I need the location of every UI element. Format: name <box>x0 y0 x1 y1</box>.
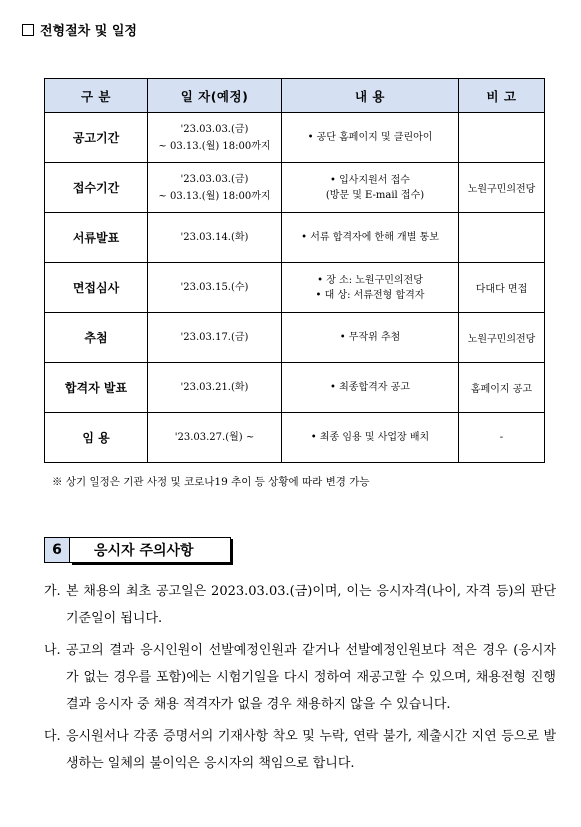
date-line: ~ 03.13.(월) 18:00까지 <box>158 190 271 202</box>
notice-item <box>44 637 556 718</box>
notices-list <box>44 578 556 782</box>
schedule-table <box>44 78 545 463</box>
row-category: 접수기간 <box>45 163 148 213</box>
notice-item <box>44 723 556 777</box>
date-line: '23.03.03.(금) <box>180 123 249 135</box>
notice-marker: 나. <box>44 643 61 658</box>
content-bullet: • 최종합격자 공고 <box>282 380 458 395</box>
section-number: 6 <box>44 537 70 563</box>
row-date <box>148 163 282 213</box>
content-bullet: • 서류 합격자에 한해 개별 통보 <box>282 230 458 245</box>
row-content <box>282 163 459 213</box>
row-note: 노원구민의전당 <box>459 313 545 363</box>
row-content <box>282 363 459 413</box>
checkbox-icon <box>22 24 34 36</box>
notice-text: 공고의 결과 응시인원이 선발예정인원과 같거나 선발예정인원보다 적은 경우 (응시자가 없는 경우를 포함)에는 시험기일을 다시 정하여 재공고할 수 있으며, 채용전형 진행 결과 응시자 중 채용 적격자가 없을 경우 채용하지 않을 수 있습니다. <box>66 643 556 712</box>
date-line: '23.03.14.(화) <box>180 232 249 243</box>
row-content <box>282 313 459 363</box>
table-row <box>45 163 545 213</box>
row-note: - <box>459 413 545 463</box>
date-line: '23.03.27.(월) ~ <box>174 432 255 443</box>
table-row <box>45 113 545 163</box>
row-content <box>282 263 459 313</box>
row-category: 임 용 <box>45 413 148 463</box>
table-row <box>45 263 545 313</box>
content-bullet: • 장 소: 노원구민의전당 <box>282 273 458 288</box>
content-bullet: • 최종 임용 및 사업장 배치 <box>282 430 458 445</box>
row-note: 노원구민의전당 <box>459 163 545 213</box>
row-date <box>148 313 282 363</box>
content-bullet: • 대 상: 서류전형 합격자 <box>282 288 458 303</box>
row-category: 서류발표 <box>45 213 148 263</box>
content-bullet: • 공단 홈페이지 및 클린아이 <box>282 130 458 145</box>
header-note: 비 고 <box>459 79 545 113</box>
date-line: '23.03.17.(금) <box>180 332 249 343</box>
row-content <box>282 213 459 263</box>
section-title <box>22 20 137 39</box>
content-bullet: • 무작위 추첨 <box>282 330 458 345</box>
row-note: 홈페이지 공고 <box>459 363 545 413</box>
row-date <box>148 413 282 463</box>
date-line: '23.03.03.(금) <box>180 173 249 185</box>
row-note <box>459 213 545 263</box>
row-date <box>148 213 282 263</box>
section-6-title: 응시자 주의사항 <box>70 537 231 563</box>
row-note <box>459 113 545 163</box>
table-row <box>45 213 545 263</box>
section-6-header <box>44 537 231 563</box>
row-content <box>282 413 459 463</box>
date-line: ~ 03.13.(월) 18:00까지 <box>158 140 271 152</box>
content-sub: (방문 및 E-mail 접수) <box>325 189 425 201</box>
notice-text: 응시원서나 각종 증명서의 기재사항 착오 및 누락, 연락 불가, 제출시간 지연 등으로 발생하는 일체의 불이익은 응시자의 책임으로 합니다. <box>66 729 556 771</box>
notice-marker: 가. <box>44 584 61 599</box>
row-category: 공고기간 <box>45 113 148 163</box>
content-bullet: • 입사지원서 접수 <box>282 173 458 188</box>
header-date: 일 자(예정) <box>148 79 282 113</box>
table-row <box>45 413 545 463</box>
row-date <box>148 263 282 313</box>
notice-item <box>44 578 556 632</box>
row-category: 추첨 <box>45 313 148 363</box>
row-date <box>148 113 282 163</box>
row-note: 다대다 면접 <box>459 263 545 313</box>
table-row <box>45 363 545 413</box>
date-line: '23.03.21.(화) <box>180 382 249 393</box>
table-header-row <box>45 79 545 113</box>
notice-marker: 다. <box>44 729 61 744</box>
notice-text: 본 채용의 최초 공고일은 2023.03.03.(금)이며, 이는 응시자격(나이, 자격 등)의 판단기준일이 됩니다. <box>66 584 556 626</box>
table-row <box>45 313 545 363</box>
row-content <box>282 113 459 163</box>
date-line: '23.03.15.(수) <box>180 282 249 293</box>
header-category: 구 분 <box>45 79 148 113</box>
row-date <box>148 363 282 413</box>
footnote: ※ 상기 일정은 기관 사정 및 코로나19 추이 등 상황에 따라 변경 가능 <box>52 476 370 488</box>
header-content: 내 용 <box>282 79 459 113</box>
section-title-text: 전형절차 및 일정 <box>40 24 137 39</box>
row-category: 면접심사 <box>45 263 148 313</box>
row-category: 합격자 발표 <box>45 363 148 413</box>
